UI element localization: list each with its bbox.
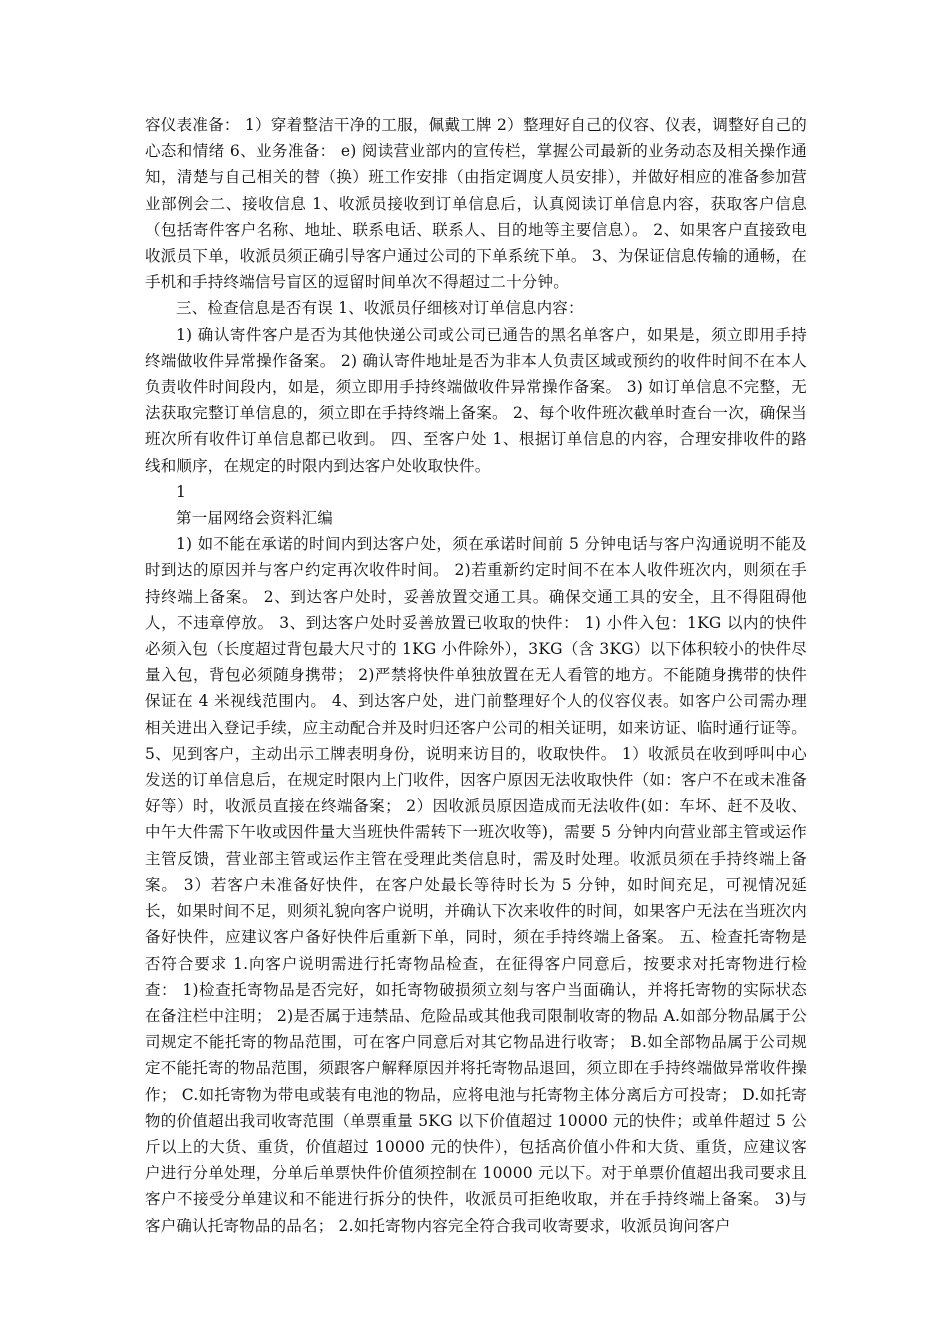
running-header: 第一届网络会资料汇编 xyxy=(176,509,334,528)
paragraph-check-heading: 三、检查信息是否有误 1、收派员仔细核对订单信息内容： xyxy=(176,299,584,318)
document-page xyxy=(145,112,807,1239)
paragraph-arrival-and-inspection: 1) 如不能在承诺的时间内到达客户处，须在承诺时间前 5 分钟电话与客户沟通说明不能及时到达的原因并与客户约定再次收件时间。 2)若重新约定时间不在本人收件班次内，则须在手持终端上备案。 2、到达客户处时，妥善放置交通工具。确保交通工具的安全，且不得阻碍他人，不违章停放。 3、到达客户处时妥善放置已收取的快件： 1) 小件入包：1KG 以内的快件必须入包（长度超过背包最大尺寸的 1KG 小件除外），3KG（含 3KG）以下体积较小的快件尽量入包，背包必须随身携带； 2)严禁将快件单独放置在无人看管的地方。不能随身携带的快件保证在 4 米视线范围内。 4、到达客户处，进门前整理好个人的仪容仪表。如客户公司需办理相关进出入登记手续，应主动配合并及时归还客户公司的相关证明，如来访证、临时通行证等。 5、见到客户，主动出示工牌表明身份，说明来访目的，收取快件。 1）收派员在收到呼叫中心发送的订单信息后，在规定时限内上门收件，因客户原因无法收取快件（如：客户不在或未准备好等）时，收派员直接在终端备案； 2）因收派员原因造成而无法收件(如：车坏、赶不及收、中午大件需下午收或因件量大当班快件需转下一班次收等)，需要 5 分钟内向营业部主管或运作主管反馈，营业部主管或运作主管在受理此类信息时，需及时处理。收派员须在手持终端上备案。 3）若客户未准备好快件，在客户处最长等待时长为 5 分钟，如时间充足，可视情况延长，如果时间不足，则须礼貌向客户说明，并确认下次来收件的时间，如果客户无法在当班次内备好快件，应建议客户备好快件后重新下单，同时，须在手持终端上备案。 五、检查托寄物是否符合要求 1.向客户说明需进行托寄物品检查，在征得客户同意后，按要求对托寄物进行检查： 1)检查托寄物品是否完好，如托寄物破损须立刻与客户当面确认，并将托寄物的实际状态在备注栏中注明； 2)是否属于违禁品、危险品或其他我司限制收寄的物品 A.如部分物品属于公司规定不能托寄的物品范围，可在客户同意后对其它物品进行收寄； B.如全部物品属于公司规定不能托寄的物品范围，须跟客户解释原因并将托寄物品退回，须立即在手持终端做异常收件操作； C.如托寄物为带电或装有电池的物品，应将电池与托寄物主体分离后方可投寄； D.如托寄物的价值超出我司收寄范围（单票重量 5KG 以下价值超过 10000 元的快件；或单件超过 5 公斤以上的大货、重货，价值超过 10000 元的快件），包括高价值小件和大货、重货，应建议客户进行分单处理，分单后单票快件价值须控制在 10000 元以下。对于单票价值超出我司要求且客户不接受分单建议和不能进行拆分的快件，收派员可拒绝收取，并在手持终端上备案。 3)与客户确认托寄物品的品名； 2.如托寄物内容完全符合我司收寄要求，收派员询问客户 xyxy=(145,535,807,1235)
page-number: 1 xyxy=(176,482,187,501)
paragraph-check-details: 1) 确认寄件客户是否为其他快递公司或公司已通告的黑名单客户，如果是，须立即用手持终端做收件异常操作备案。 2) 确认寄件地址是否为非本人负责区域或预约的收件时间不在本人负责收件时间段内，如是，须立即用手持终端做收件异常操作备案。 3) 如订单信息不完整，无法获取完整订单信息的，须立即在手持终端上备案。 2、每个收件班次截单时查台一次，确保当班次所有收件订单信息都已收到。 四、至客户处 1、根据订单信息的内容，合理安排收件的路线和顺序，在规定的时限内到达客户处收取快件。 xyxy=(145,325,807,475)
paragraph-preparation-and-receiving: 容仪表准备： 1）穿着整洁干净的工服，佩戴工牌 2）整理好自己的仪容、仪表，调整好自己的心态和情绪 6、业务准备： e) 阅读营业部内的宣传栏，掌握公司最新的业务动态及相关操作通知，清楚与自己相关的替（换）班工作安排（由指定调度人员安排），并做好相应的准备参加营业部例会二、接收信息 1、收派员接收到订单信息后，认真阅读订单信息内容，获取客户信息（包括寄件客户名称、地址、联系电话、联系人、目的地等主要信息）。 2、如果客户直接致电收派员下单，收派员须正确引导客户通过公司的下单系统下单。 3、为保证信息传输的通畅，在手机和手持终端信号盲区的逗留时间单次不得超过二十分钟。 xyxy=(145,116,807,292)
